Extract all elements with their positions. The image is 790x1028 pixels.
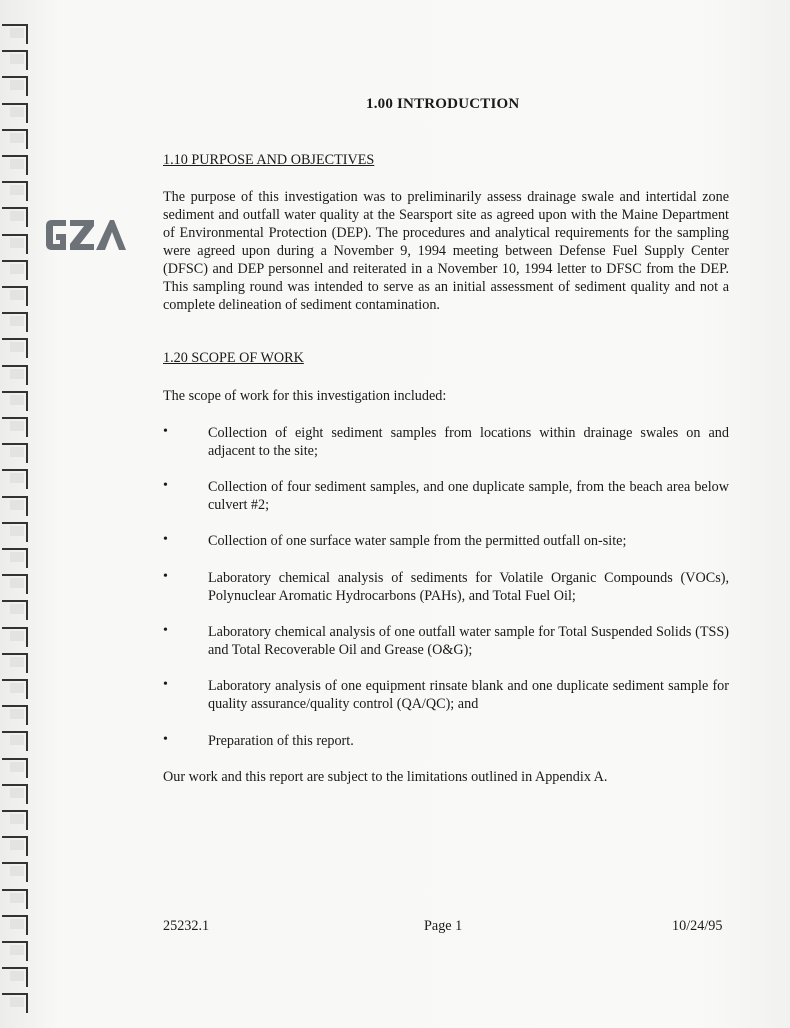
binding-ring	[2, 469, 32, 491]
binding-ring	[2, 574, 32, 596]
binding-ring	[2, 889, 32, 911]
binding-ring	[2, 679, 32, 701]
binding-ring	[2, 862, 32, 884]
binding-ring	[2, 207, 32, 229]
bullet-icon: •	[163, 569, 168, 584]
page-title: 1.00 INTRODUCTION	[366, 96, 520, 112]
document-date: 10/24/95	[672, 918, 723, 934]
bullet-icon: •	[163, 424, 168, 439]
list-item-text: Collection of eight sediment samples from locations within drainage swales on and adjacent to the site;	[208, 425, 729, 459]
bullet-icon: •	[163, 532, 168, 547]
purpose-paragraph: The purpose of this investigation was to preliminarily assess drainage swale and intertidal zone sediment and outfall water quality at the Searsport site as agreed upon with the Maine Department of Environmental Protection (DEP). The procedures and analytical requirements for the sampling were agreed upon during a November 9, 1994 meeting between Defense Fuel Supply Center (DFSC) and DEP personnel and reiterated in a November 10, 1994 letter to DFSC from the DEP. This sampling round was intended to serve as an initial assessment of sediment quality and not a complete delineation of sediment contamination.	[163, 189, 729, 313]
binding-ring	[2, 600, 32, 622]
binding-ring	[2, 443, 32, 465]
binding-ring	[2, 522, 32, 544]
binding-ring	[2, 417, 32, 439]
list-item-text: Preparation of this report.	[208, 733, 354, 749]
binding-ring	[2, 705, 32, 727]
binding-ring	[2, 496, 32, 518]
binding-ring	[2, 103, 32, 125]
bullet-icon: •	[163, 478, 168, 493]
binding-ring	[2, 836, 32, 858]
binding-ring	[2, 627, 32, 649]
list-item-text: Collection of four sediment samples, and one duplicate sample, from the beach area below culvert #2;	[208, 479, 729, 513]
bullet-icon: •	[163, 623, 168, 638]
spiral-binding	[0, 0, 40, 1028]
binding-ring	[2, 784, 32, 806]
binding-ring	[2, 941, 32, 963]
section-heading-purpose: 1.10 PURPOSE AND OBJECTIVES	[163, 152, 375, 168]
gza-logo	[44, 214, 126, 256]
binding-ring	[2, 129, 32, 151]
binding-ring	[2, 967, 32, 989]
list-item-text: Laboratory chemical analysis of sediments for Volatile Organic Compounds (VOCs), Polynuclear Aromatic Hydrocarbons (PAHs), and Total Fuel Oil;	[208, 570, 729, 604]
binding-ring	[2, 234, 32, 256]
closing-statement: Our work and this report are subject to the limitations outlined in Appendix A.	[163, 769, 608, 785]
binding-ring	[2, 758, 32, 780]
binding-ring	[2, 338, 32, 360]
binding-ring	[2, 548, 32, 570]
binding-ring	[2, 155, 32, 177]
list-item-text: Laboratory chemical analysis of one outfall water sample for Total Suspended Solids (TSS) and Total Recoverable Oil and Grease (O&G);	[208, 624, 729, 658]
binding-ring	[2, 653, 32, 675]
document-number: 25232.1	[163, 918, 210, 934]
binding-ring	[2, 286, 32, 308]
list-item-text: Laboratory analysis of one equipment rinsate blank and one duplicate sediment sample for quality assurance/quality control (QA/QC); and	[208, 678, 729, 712]
binding-ring	[2, 915, 32, 937]
section-heading-scope: 1.20 SCOPE OF WORK	[163, 350, 304, 366]
binding-ring	[2, 391, 32, 413]
binding-ring	[2, 24, 32, 46]
binding-ring	[2, 810, 32, 832]
binding-ring	[2, 365, 32, 387]
bullet-icon: •	[163, 732, 168, 747]
scope-intro: The scope of work for this investigation included:	[163, 388, 447, 404]
binding-ring	[2, 312, 32, 334]
page-number: Page 1	[424, 918, 463, 934]
binding-ring	[2, 181, 32, 203]
binding-ring	[2, 260, 32, 282]
binding-ring	[2, 993, 32, 1015]
binding-ring	[2, 731, 32, 753]
binding-ring	[2, 76, 32, 98]
binding-ring	[2, 50, 32, 72]
list-item-text: Collection of one surface water sample from the permitted outfall on-site;	[208, 533, 627, 549]
bullet-icon: •	[163, 677, 168, 692]
